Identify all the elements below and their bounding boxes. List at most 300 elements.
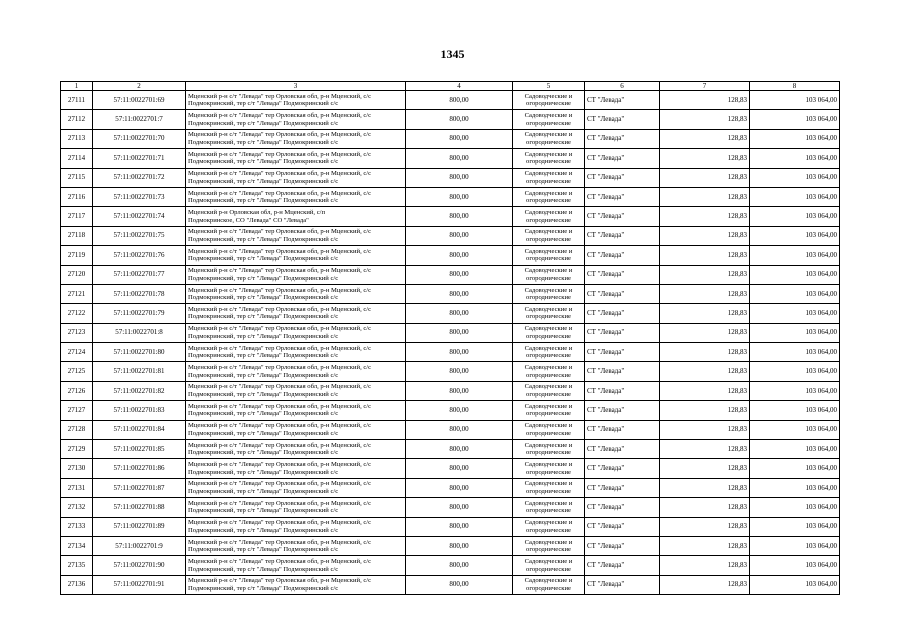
land-use-cell: [513, 401, 585, 420]
address-line-1: Мценский р-н с/т "Левада" тер Орловская обл, р-н Мценский, с/с: [188, 499, 372, 507]
address-cell: [186, 207, 406, 226]
area-cell: 800,00: [406, 498, 513, 517]
owner-cell: СТ "Левада": [585, 420, 660, 439]
address-line-1: Мценский р-н с/т "Левада" тер Орловская обл, р-н Мценский, с/с: [188, 112, 372, 119]
table-row: [61, 207, 840, 226]
total-value-cell: 103 064,00: [750, 207, 840, 226]
area-cell: 800,00: [406, 110, 513, 129]
row-number: 27135: [61, 556, 93, 575]
column-header-row: [61, 82, 840, 91]
address-line-1: Мценский р-н с/т "Левада" тер Орловская обл, р-н Мценский, с/с: [188, 519, 372, 527]
row-number: 27111: [61, 91, 93, 110]
land-use-line-1: Садоводческие и: [524, 267, 573, 275]
address-cell: [186, 401, 406, 420]
total-value-cell: 103 064,00: [750, 246, 840, 265]
address-line-1: Мценский р-н с/т "Левада" тер Орловская обл, р-н Мценский, с/с: [188, 422, 372, 430]
area-cell: 800,00: [406, 517, 513, 536]
table-row: [61, 304, 840, 323]
cadastral-number: 57:11:0022701:90: [93, 556, 186, 575]
table-body: [61, 91, 840, 595]
land-use-line-1: Садоводческие и: [524, 402, 573, 410]
column-header: 8: [750, 82, 840, 91]
total-value-cell: 103 064,00: [750, 187, 840, 206]
unit-price-cell: 128,83: [660, 207, 750, 226]
unit-price-cell: 128,83: [660, 168, 750, 187]
area-cell: 800,00: [406, 362, 513, 381]
land-use-line-2: огороднические: [526, 546, 571, 554]
area-cell: 800,00: [406, 575, 513, 594]
address-line-2: Подмокринский, тер с/т "Левада" Подмокринский с/с: [188, 255, 339, 263]
column-header: 7: [660, 82, 750, 91]
address-line-2: Подмокринский, тер с/т "Левада" Подмокринский с/с: [188, 197, 339, 205]
address-line-2: Подмокринский, тер с/т "Левада" Подмокринский с/с: [188, 371, 339, 379]
address-cell: [186, 110, 406, 129]
address-line-1: Мценский р-н с/т "Левада" тер Орловская обл, р-н Мценский, с/с: [188, 441, 372, 449]
owner-cell: СТ "Левада": [585, 343, 660, 362]
land-use-cell: [513, 343, 585, 362]
table-row: [61, 362, 840, 381]
land-use-line-1: Садоводческие и: [524, 92, 573, 100]
cadastral-number: 57:11:0022701:9: [93, 536, 186, 555]
address-cell: [186, 343, 406, 362]
unit-price-cell: 128,83: [660, 536, 750, 555]
address-line-2: Подмокринский, тер с/т "Левада" Подмокринский с/с: [188, 119, 339, 127]
owner-cell: СТ "Левада": [585, 536, 660, 555]
owner-cell: СТ "Левада": [585, 459, 660, 478]
unit-price-cell: 128,83: [660, 323, 750, 342]
address-line-2: Подмокринский, тер с/т "Левада" Подмокринский с/с: [188, 138, 339, 146]
address-line-1: Мценский р-н с/т "Левада" тер Орловская обл, р-н Мценский, с/с: [188, 538, 372, 546]
row-number: 27117: [61, 207, 93, 226]
address-cell: [186, 91, 406, 110]
table-row: [61, 284, 840, 303]
cadastral-number: 57:11:0022701:89: [93, 517, 186, 536]
total-value-cell: 103 064,00: [750, 517, 840, 536]
address-line-2: Подмокринский, тер с/т "Левада" Подмокринский с/с: [188, 100, 339, 108]
land-use-cell: [513, 575, 585, 594]
land-use-cell: [513, 498, 585, 517]
land-use-line-1: Садоводческие и: [524, 422, 573, 430]
cadastral-number: 57:11:0022701:7: [93, 110, 186, 129]
table-row: [61, 129, 840, 148]
land-use-line-1: Садоводческие и: [524, 208, 573, 216]
address-cell: [186, 440, 406, 459]
row-number: 27126: [61, 381, 93, 400]
column-header: 5: [513, 82, 585, 91]
land-use-line-2: огороднические: [526, 526, 571, 534]
address-line-1: Мценский р-н с/т "Левада" тер Орловская обл, р-н Мценский, с/с: [188, 402, 372, 410]
address-cell: [186, 284, 406, 303]
cadastral-number: 57:11:0022701:72: [93, 168, 186, 187]
unit-price-cell: 128,83: [660, 187, 750, 206]
address-line-1: Мценский р-н с/т "Левада" тер Орловская обл, р-н Мценский, с/с: [188, 150, 372, 158]
owner-cell: СТ "Левада": [585, 498, 660, 517]
land-use-line-2: огороднические: [526, 100, 571, 108]
address-cell: [186, 536, 406, 555]
unit-price-cell: 128,83: [660, 440, 750, 459]
land-use-line-1: Садоводческие и: [524, 344, 573, 352]
area-cell: 800,00: [406, 420, 513, 439]
area-cell: 800,00: [406, 440, 513, 459]
land-use-line-1: Садоводческие и: [524, 325, 573, 333]
column-header: 3: [186, 82, 406, 91]
land-use-cell: [513, 149, 585, 168]
row-number: 27127: [61, 401, 93, 420]
address-cell: [186, 517, 406, 536]
row-number: 27124: [61, 343, 93, 362]
area-cell: 800,00: [406, 459, 513, 478]
area-cell: 800,00: [406, 168, 513, 187]
area-cell: 800,00: [406, 401, 513, 420]
page-number: 1345: [440, 47, 465, 61]
land-use-line-2: огороднические: [526, 235, 571, 243]
cadastral-number: 57:11:0022701:88: [93, 498, 186, 517]
land-use-line-2: огороднические: [526, 313, 571, 321]
row-number: 27122: [61, 304, 93, 323]
row-number: 27121: [61, 284, 93, 303]
owner-cell: СТ "Левада": [585, 304, 660, 323]
table-row: [61, 168, 840, 187]
cadastral-number: 57:11:0022701:74: [93, 207, 186, 226]
address-line-1: Мценский р-н с/т "Левада" тер Орловская обл, р-н Мценский, с/с: [188, 557, 372, 565]
area-cell: 800,00: [406, 187, 513, 206]
land-use-line-2: огороднические: [526, 565, 571, 573]
address-line-1: Мценский р-н с/т "Левада" тер Орловская обл, р-н Мценский, с/с: [188, 364, 372, 372]
unit-price-cell: 128,83: [660, 129, 750, 148]
table-row: [61, 556, 840, 575]
address-line-2: Подмокринский, тер с/т "Левада" Подмокринский с/с: [188, 449, 339, 457]
address-line-1: Мценский р-н с/т "Левада" тер Орловская обл, р-н Мценский, с/с: [188, 92, 372, 100]
column-header: 2: [93, 82, 186, 91]
area-cell: 800,00: [406, 323, 513, 342]
total-value-cell: 103 064,00: [750, 420, 840, 439]
land-use-line-1: Садоводческие и: [524, 247, 573, 255]
row-number: 27131: [61, 478, 93, 497]
land-use-line-2: огороднические: [526, 391, 571, 399]
unit-price-cell: 128,83: [660, 284, 750, 303]
owner-cell: СТ "Левада": [585, 284, 660, 303]
total-value-cell: 103 064,00: [750, 91, 840, 110]
owner-cell: СТ "Левада": [585, 517, 660, 536]
table-row: [61, 323, 840, 342]
address-cell: [186, 362, 406, 381]
land-use-line-2: огороднические: [526, 158, 571, 166]
address-line-1: Мценский р-н с/т "Левада" тер Орловская обл, р-н Мценский, с/с: [188, 267, 372, 275]
row-number: 27129: [61, 440, 93, 459]
unit-price-cell: 128,83: [660, 362, 750, 381]
address-line-2: Подмокринский, тер с/т "Левада" Подмокринский с/с: [188, 468, 339, 476]
land-use-line-2: огороднические: [526, 429, 571, 437]
land-use-cell: [513, 478, 585, 497]
land-use-line-2: огороднические: [526, 332, 571, 340]
land-use-line-2: огороднические: [526, 468, 571, 476]
address-cell: [186, 575, 406, 594]
owner-cell: СТ "Левада": [585, 575, 660, 594]
land-use-line-1: Садоводческие и: [524, 441, 573, 449]
column-header: 1: [61, 82, 93, 91]
row-number: 27113: [61, 129, 93, 148]
area-cell: 800,00: [406, 556, 513, 575]
unit-price-cell: 128,83: [660, 381, 750, 400]
land-use-line-2: огороднические: [526, 177, 571, 185]
land-use-cell: [513, 168, 585, 187]
land-use-cell: [513, 459, 585, 478]
area-cell: 800,00: [406, 149, 513, 168]
owner-cell: СТ "Левада": [585, 129, 660, 148]
land-use-line-1: Садоводческие и: [524, 383, 573, 391]
address-cell: [186, 246, 406, 265]
land-use-cell: [513, 362, 585, 381]
area-cell: 800,00: [406, 381, 513, 400]
cadastral-number: 57:11:0022701:79: [93, 304, 186, 323]
unit-price-cell: 128,83: [660, 556, 750, 575]
cadastral-number: 57:11:0022701:8: [93, 323, 186, 342]
land-use-line-1: Садоводческие и: [524, 499, 573, 507]
owner-cell: СТ "Левада": [585, 478, 660, 497]
land-use-line-2: огороднические: [526, 294, 571, 302]
unit-price-cell: 128,83: [660, 498, 750, 517]
total-value-cell: 103 064,00: [750, 478, 840, 497]
owner-cell: СТ "Левада": [585, 187, 660, 206]
address-line-1: Мценский р-н Орловская обл, р-н Мценский, с/п: [188, 208, 325, 216]
total-value-cell: 103 064,00: [750, 304, 840, 323]
land-use-line-2: огороднические: [526, 255, 571, 263]
land-use-line-1: Садоводческие и: [524, 286, 573, 294]
cadastral-number: 57:11:0022701:86: [93, 459, 186, 478]
address-cell: [186, 323, 406, 342]
table-row: [61, 440, 840, 459]
address-cell: [186, 420, 406, 439]
table-row: [61, 401, 840, 420]
total-value-cell: 103 064,00: [750, 536, 840, 555]
table-row: [61, 110, 840, 129]
cadastral-number: 57:11:0022701:91: [93, 575, 186, 594]
row-number: 27119: [61, 246, 93, 265]
total-value-cell: 103 064,00: [750, 343, 840, 362]
table-row: [61, 498, 840, 517]
cadastral-number: 57:11:0022701:82: [93, 381, 186, 400]
address-line-1: Мценский р-н с/т "Левада" тер Орловская обл, р-н Мценский, с/с: [188, 228, 372, 236]
table-row: [61, 226, 840, 245]
unit-price-cell: 128,83: [660, 149, 750, 168]
cadastral-number: 57:11:0022701:71: [93, 149, 186, 168]
address-line-2: Подмокринский, тер с/т "Левада" Подмокринский с/с: [188, 546, 339, 554]
unit-price-cell: 128,83: [660, 226, 750, 245]
land-use-line-2: огороднические: [526, 352, 571, 360]
land-use-cell: [513, 91, 585, 110]
address-line-2: Подмокринский, тер с/т "Левада" Подмокринский с/с: [188, 410, 339, 418]
table-row: [61, 459, 840, 478]
address-cell: [186, 265, 406, 284]
total-value-cell: 103 064,00: [750, 265, 840, 284]
unit-price-cell: 128,83: [660, 575, 750, 594]
area-cell: 800,00: [406, 536, 513, 555]
address-line-2: Подмокринский, тер с/т "Левада" Подмокринский с/с: [188, 391, 339, 399]
address-cell: [186, 381, 406, 400]
total-value-cell: 103 064,00: [750, 556, 840, 575]
land-use-cell: [513, 207, 585, 226]
land-use-cell: [513, 381, 585, 400]
total-value-cell: 103 064,00: [750, 381, 840, 400]
area-cell: 800,00: [406, 304, 513, 323]
table-row: [61, 265, 840, 284]
land-use-cell: [513, 246, 585, 265]
address-line-2: Подмокринский, тер с/т "Левада" Подмокринский с/с: [188, 332, 339, 340]
address-line-2: Подмокринский, тер с/т "Левада" Подмокринский с/с: [188, 565, 339, 573]
owner-cell: СТ "Левада": [585, 91, 660, 110]
unit-price-cell: 128,83: [660, 420, 750, 439]
area-cell: 800,00: [406, 226, 513, 245]
row-number: 27130: [61, 459, 93, 478]
address-line-2: Подмокринский, тер с/т "Левада" Подмокринский с/с: [188, 158, 339, 166]
table-row: [61, 187, 840, 206]
address-line-1: Мценский р-н с/т "Левада" тер Орловская обл, р-н Мценский, с/с: [188, 170, 372, 178]
address-line-1: Мценский р-н с/т "Левада" тер Орловская обл, р-н Мценский, с/с: [188, 383, 372, 391]
land-use-line-1: Садоводческие и: [524, 228, 573, 236]
table-row: [61, 91, 840, 110]
owner-cell: СТ "Левада": [585, 246, 660, 265]
owner-cell: СТ "Левада": [585, 556, 660, 575]
land-use-cell: [513, 323, 585, 342]
owner-cell: СТ "Левада": [585, 323, 660, 342]
land-use-cell: [513, 440, 585, 459]
address-line-2: Подмокринский, тер с/т "Левада" Подмокринский с/с: [188, 177, 339, 185]
table-row: [61, 343, 840, 362]
area-cell: 800,00: [406, 343, 513, 362]
address-cell: [186, 556, 406, 575]
land-use-line-1: Садоводческие и: [524, 150, 573, 158]
land-use-line-1: Садоводческие и: [524, 577, 573, 585]
land-use-cell: [513, 187, 585, 206]
address-cell: [186, 129, 406, 148]
address-line-2: Подмокринский, тер с/т "Левада" Подмокринский с/с: [188, 584, 339, 592]
address-cell: [186, 168, 406, 187]
row-number: 27132: [61, 498, 93, 517]
area-cell: 800,00: [406, 284, 513, 303]
area-cell: 800,00: [406, 91, 513, 110]
land-use-cell: [513, 284, 585, 303]
land-use-cell: [513, 110, 585, 129]
cadastral-number: 57:11:0022701:75: [93, 226, 186, 245]
cadastral-number: 57:11:0022701:87: [93, 478, 186, 497]
land-use-line-2: огороднические: [526, 507, 571, 515]
row-number: 27120: [61, 265, 93, 284]
land-use-line-1: Садоводческие и: [524, 538, 573, 546]
row-number: 27123: [61, 323, 93, 342]
total-value-cell: 103 064,00: [750, 226, 840, 245]
address-line-2: Подмокринский, тер с/т "Левада" Подмокринский с/с: [188, 429, 339, 437]
total-value-cell: 103 064,00: [750, 362, 840, 381]
cadastral-number: 57:11:0022701:70: [93, 129, 186, 148]
address-line-2: Подмокринский, тер с/т "Левада" Подмокринский с/с: [188, 526, 339, 534]
cadastral-number: 57:11:0022701:80: [93, 343, 186, 362]
address-line-1: Мценский р-н с/т "Левада" тер Орловская обл, р-н Мценский, с/с: [188, 461, 372, 469]
land-use-line-1: Садоводческие и: [524, 170, 573, 178]
row-number: 27114: [61, 149, 93, 168]
table-row: [61, 420, 840, 439]
owner-cell: СТ "Левада": [585, 401, 660, 420]
owner-cell: СТ "Левада": [585, 265, 660, 284]
unit-price-cell: 128,83: [660, 265, 750, 284]
area-cell: 800,00: [406, 265, 513, 284]
cadastral-number: 57:11:0022701:77: [93, 265, 186, 284]
address-line-2: Подмокринский, тер с/т "Левада" Подмокринский с/с: [188, 507, 339, 515]
table-row: [61, 575, 840, 594]
land-use-line-2: огороднические: [526, 138, 571, 146]
land-use-line-1: Садоводческие и: [524, 557, 573, 565]
address-line-2: Подмокринский, тер с/т "Левада" Подмокринский с/с: [188, 352, 339, 360]
land-use-cell: [513, 536, 585, 555]
address-line-1: Мценский р-н с/т "Левада" тер Орловская обл, р-н Мценский, с/с: [188, 480, 372, 488]
unit-price-cell: 128,83: [660, 401, 750, 420]
row-number: 27116: [61, 187, 93, 206]
address-line-2: Подмокринский, тер с/т "Левада" Подмокринский с/с: [188, 235, 339, 243]
total-value-cell: 103 064,00: [750, 110, 840, 129]
total-value-cell: 103 064,00: [750, 498, 840, 517]
area-cell: 800,00: [406, 246, 513, 265]
land-use-line-2: огороднические: [526, 274, 571, 282]
address-cell: [186, 498, 406, 517]
row-number: 27125: [61, 362, 93, 381]
row-number: 27112: [61, 110, 93, 129]
unit-price-cell: 128,83: [660, 91, 750, 110]
table-row: [61, 246, 840, 265]
owner-cell: СТ "Левада": [585, 381, 660, 400]
land-use-cell: [513, 265, 585, 284]
column-header: 4: [406, 82, 513, 91]
column-header: 6: [585, 82, 660, 91]
land-use-line-2: огороднические: [526, 216, 571, 224]
owner-cell: СТ "Левада": [585, 110, 660, 129]
cadastral-number: 57:11:0022701:83: [93, 401, 186, 420]
table-row: [61, 478, 840, 497]
table-row: [61, 381, 840, 400]
unit-price-cell: 128,83: [660, 459, 750, 478]
unit-price-cell: 128,83: [660, 304, 750, 323]
address-line-1: Мценский р-н с/т "Левада" тер Орловская обл, р-н Мценский, с/с: [188, 247, 372, 255]
land-use-cell: [513, 226, 585, 245]
table-row: [61, 517, 840, 536]
cadastral-number: 57:11:0022701:78: [93, 284, 186, 303]
land-use-line-2: огороднические: [526, 584, 571, 592]
owner-cell: СТ "Левада": [585, 207, 660, 226]
total-value-cell: 103 064,00: [750, 129, 840, 148]
cadastral-number: 57:11:0022701:84: [93, 420, 186, 439]
row-number: 27128: [61, 420, 93, 439]
row-number: 27136: [61, 575, 93, 594]
total-value-cell: 103 064,00: [750, 323, 840, 342]
land-use-cell: [513, 420, 585, 439]
cadastral-number: 57:11:0022701:81: [93, 362, 186, 381]
owner-cell: СТ "Левада": [585, 149, 660, 168]
unit-price-cell: 128,83: [660, 517, 750, 536]
address-cell: [186, 478, 406, 497]
total-value-cell: 103 064,00: [750, 284, 840, 303]
land-use-line-1: Садоводческие и: [524, 364, 573, 372]
land-use-line-1: Садоводческие и: [524, 189, 573, 197]
land-use-line-2: огороднические: [526, 449, 571, 457]
land-use-line-2: огороднические: [526, 119, 571, 127]
row-number: 27115: [61, 168, 93, 187]
address-line-1: Мценский р-н с/т "Левада" тер Орловская обл, р-н Мценский, с/с: [188, 305, 372, 313]
total-value-cell: 103 064,00: [750, 459, 840, 478]
address-cell: [186, 226, 406, 245]
address-line-1: Мценский р-н с/т "Левада" тер Орловская обл, р-н Мценский, с/с: [188, 577, 372, 585]
land-use-line-1: Садоводческие и: [524, 131, 573, 139]
cadastral-number: 57:11:0022701:69: [93, 91, 186, 110]
land-registry-table: [60, 81, 840, 595]
address-line-2: Подмокринский, тер с/т "Левада" Подмокринский с/с: [188, 313, 339, 321]
